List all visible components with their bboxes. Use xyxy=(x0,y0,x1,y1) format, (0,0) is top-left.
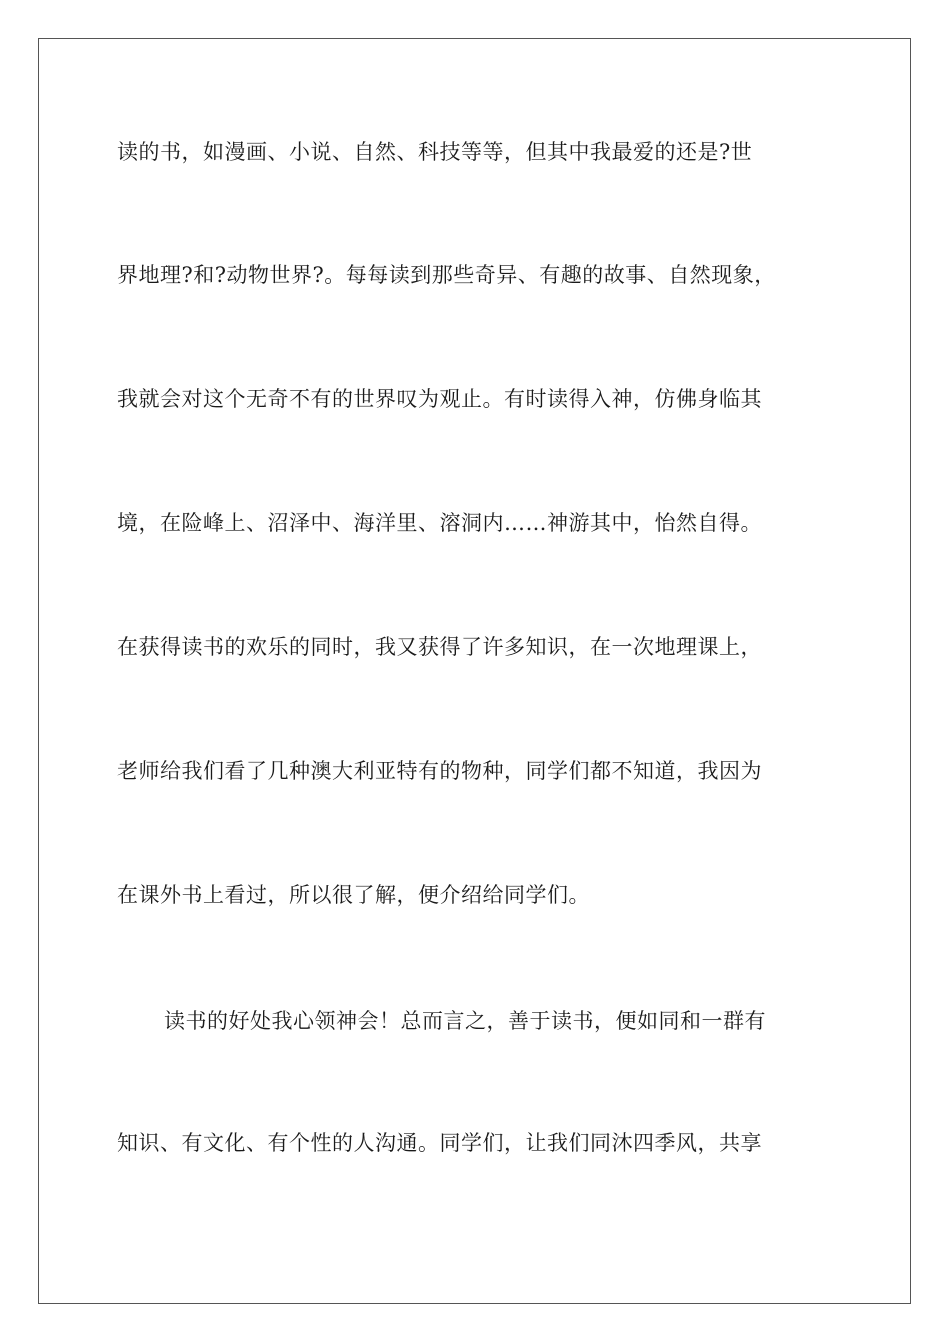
text-line: 知识、有文化、有个性的人沟通。同学们，让我们同沐四季风，共享 xyxy=(117,1131,762,1155)
text-line: 读的书，如漫画、小说、自然、科技等等，但其中我最爱的还是?世 xyxy=(117,140,753,164)
text-line: 境，在险峰上、沼泽中、海洋里、溶洞内……神游其中，怡然自得。 xyxy=(117,511,762,535)
text-line: 在课外书上看过，所以很了解，便介绍给同学们。 xyxy=(117,883,590,907)
text-line: 在获得读书的欢乐的同时，我又获得了许多知识，在一次地理课上， xyxy=(117,635,762,659)
text-line: 界地理?和?动物世界?。每每读到那些奇异、有趣的故事、自然现象， xyxy=(117,263,776,287)
paragraph-first-line: 读书的好处我心领神会！总而言之，善于读书，便如同和一群有 xyxy=(164,1009,766,1033)
text-line: 我就会对这个无奇不有的世界叹为观止。有时读得入神，仿佛身临其 xyxy=(117,387,762,411)
page-frame xyxy=(38,38,911,1304)
text-line: 老师给我们看了几种澳大利亚特有的物种，同学们都不知道，我因为 xyxy=(117,759,762,783)
